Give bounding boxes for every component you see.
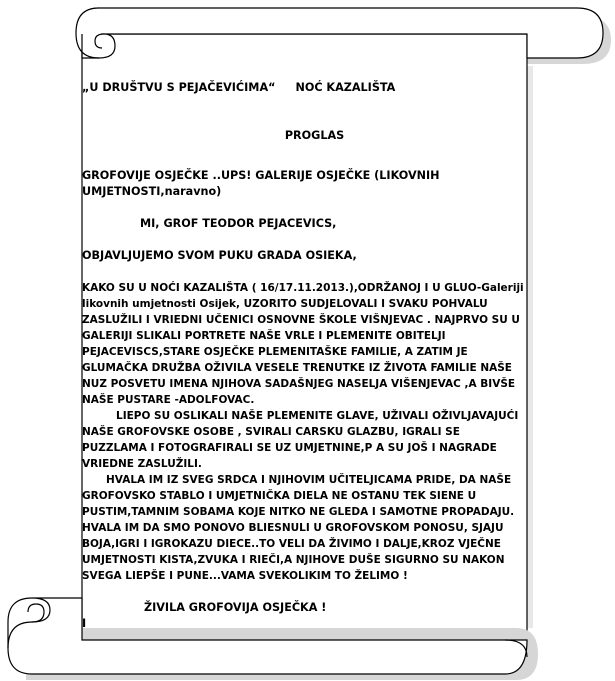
paragraph-3: HVALA IM IZ SVEG SRDCA I NJIHOVIM UČITELJICAMA PRIDE, DA NAŠE GROFOVSKO STABLO I UMJETNIČKA DIELA NE OSTANU TEK SIENE U PUSTIM,TAMNIM SOBAMA KOJE NITKO NE GLEDA I SAMOTNE PROPADAJU. (82, 474, 515, 518)
event-heading: „U DRUŠTVU S PEJAČEVIĆIMA“ (82, 81, 276, 94)
addressee-line: GROFOVIJE OSJEČKE ..UPS! GALERIJE OSJEČKE (LIKOVNIH UMJETNOSTI,naravno) (82, 169, 440, 198)
paragraph-1: KAKO SU U NOĆI KAZALIŠTA ( 16/17.11.2013.),ODRŽANOJ I U GLUO-Galeriji likovnih umjetnosti Osijek, UZORITO SUDJELOVALI I SVAKU POHVALU ZASLUŽILI I VRIEDNI UČENICI OSNOVNE ŠKOLE VIŠNJEVAC . NAJPRVO SU U GALERIJI SLIKALI PORTRETE NAŠE VRLE I PLEMENITE OBITELJI PEJACEVISCS,STARE OSJEČKE PLEMENITAŠKE FAMILIE, A ZATIM JE GLUMAČKA DRUŽBA OŽIVILA VESELE TRENUTKE IZ ŽIVOTA FAMILIE NAŠE NUZ POSVETU IMENA NJIHOVA SADAŠNJEG NASELJA VIŠENJEVAC ,A BIVŠE NAŠE PUSTARE -ADOLFOVAC. (82, 282, 524, 406)
signer-line: MI, GROF TEODOR PEJACEVICS, (140, 217, 337, 230)
proclamation-document (82, 80, 527, 632)
paragraph-2: LIEPO SU OSLIKALI NAŠE PLEMENITE GLAVE, UŽIVALI OŽIVLJAVAJUĆI NAŠE GROFOVSKE OSOBE , SVIRALI CARSKU GLAZBU, IGRALI SE PUZZLAMA I FOTOGRAFIRALI SE UZ UMJETNINE,P A SU JOŠ I NAGRADE VRIEDNE ZASLUŽILI. (82, 410, 519, 470)
paragraph-4: HVALA IM DA SMO PONOVO BLIESNULI U GROFOVSKOM PONOSU, SJAJU BOJA,IGRI I IGROKAZU DIECE..TO VELI DA ŽIVIMO I DALJE,KROZ VJEČNE UMJETNOSTI KISTA,ZVUKA I RIEČI,A NJIHOVE DUŠE SIGURNO SU NAKON SVEGA LIEPŠE I PUNE...VAMA SVEKOLIKIM TO ŽELIMO ! (82, 522, 505, 582)
event-subheading: NOĆ KAZALIŠTA (295, 81, 396, 94)
heading-line (82, 80, 527, 96)
document-title: PROGLAS (284, 129, 345, 142)
announce-line: OBJAVLJUJEMO SVOM PUKU GRADA OSIEKA, (82, 249, 357, 262)
trailing-mark: I (82, 617, 87, 630)
closing-line: ŽIVILA GROFOVIJA OSJEČKA ! (144, 601, 327, 614)
